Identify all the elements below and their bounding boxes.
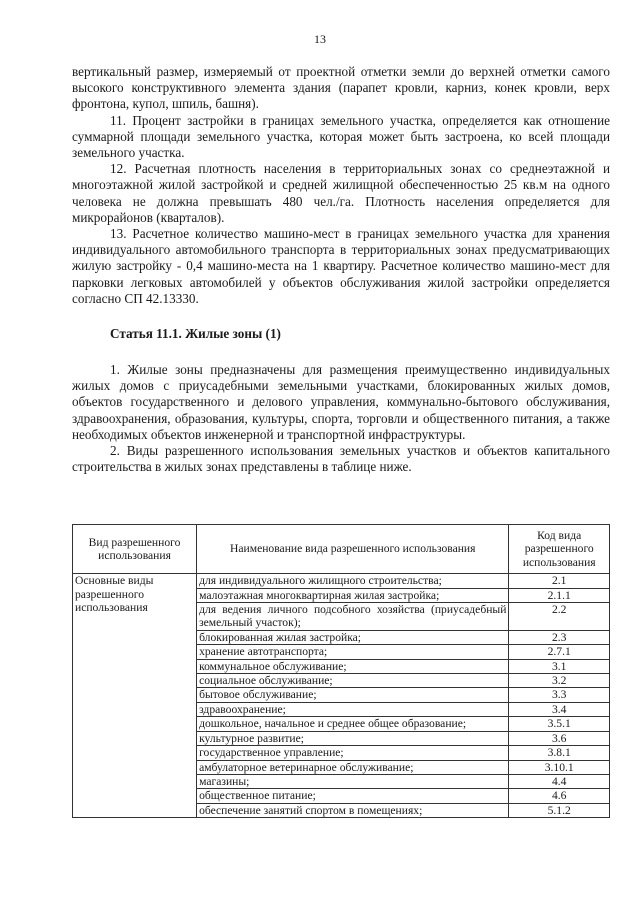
paragraph-12: 12. Расчетная плотность населения в территориальных зонах со среднеэтажной и многоэтажной жилой застройкой и средней жилищной обеспеченностью 25 кв.м на одного человека не должна превышать 480 чел./га. Плотность населения определяется для микрорайонов (кварталов). — [72, 161, 610, 225]
paragraph-11: 11. Процент застройки в границах земельного участка, определяется как отношение суммарной площади земельного участка, которая может быть застроена, ко всей площади земельного участка. — [72, 112, 610, 161]
use-name-cell: хранение автотранспорта; — [197, 645, 509, 659]
use-name-cell: коммунальное обслуживание; — [197, 659, 509, 673]
page-number: 13 — [314, 32, 326, 46]
use-code-cell: 2.3 — [509, 630, 610, 644]
use-code-cell: 2.2 — [509, 603, 610, 631]
use-code-cell: 2.1 — [509, 574, 610, 588]
use-name-cell: культурное развитие; — [197, 731, 509, 745]
header-type: Вид разрешенного использования — [73, 525, 197, 574]
paragraph-zone-2: 2. Виды разрешенного использования земельных участков и объектов капитального строительства в жилых зонах представлены в таблице ниже. — [72, 443, 610, 475]
use-code-cell: 3.3 — [509, 688, 610, 702]
use-name-cell: обеспечение занятий спортом в помещениях; — [197, 803, 509, 817]
use-code-cell: 3.5.1 — [509, 717, 610, 731]
use-code-cell: 3.10.1 — [509, 760, 610, 774]
use-name-cell: дошкольное, начальное и среднее общее образование; — [197, 717, 509, 731]
use-name-cell: магазины; — [197, 774, 509, 788]
use-name-cell: государственное управление; — [197, 746, 509, 760]
use-code-cell: 5.1.2 — [509, 803, 610, 817]
use-name-cell: амбулаторное ветеринарное обслуживание; — [197, 760, 509, 774]
header-name: Наименование вида разрешенного использования — [197, 525, 509, 574]
use-name-cell: для индивидуального жилищного строительства; — [197, 574, 509, 588]
table-row — [73, 574, 610, 588]
use-name-cell: для ведения личного подсобного хозяйства (приусадебный земельный участок); — [197, 603, 509, 631]
use-name-cell: социальное обслуживание; — [197, 674, 509, 688]
use-name-cell: общественное питание; — [197, 789, 509, 803]
table-header-row — [73, 525, 610, 574]
use-name-cell: здравоохранение; — [197, 702, 509, 716]
paragraph-zone-1: 1. Жилые зоны предназначены для размещения преимущественно индивидуальных жилых домов с приусадебными земельными участками, блокированных жилых домов, объектов государственного и делового управления, коммунально-бытового обслуживания, здравоохранения, образования, культуры, спорта, торговли и общественного питания, а также необходимых объектов инженерной и транспортной инфраструктуры. — [72, 362, 610, 442]
use-code-cell: 3.1 — [509, 659, 610, 673]
permitted-use-table — [72, 524, 610, 818]
paragraph-13: 13. Расчетное количество машино-мест в границах земельного участка для хранения индивидуального автомобильного транспорта в территориальных зонах предусматривающих жилую застройку - 0,4 машино-места на 1 квартиру. Расчетное количество машино-мест для парковки легковых автомобилей у объектов обслуживания жилой застройки определяется согласно СП 42.13330. — [72, 226, 610, 306]
table-body — [73, 574, 610, 818]
use-code-cell: 4.6 — [509, 789, 610, 803]
header-code: Код вида разрешенного использования — [509, 525, 610, 574]
category-cell: Основные виды разрешенного использования — [73, 574, 197, 818]
use-name-cell: бытовое обслуживание; — [197, 688, 509, 702]
use-code-cell: 3.2 — [509, 674, 610, 688]
use-code-cell: 3.4 — [509, 702, 610, 716]
paragraph-continuation: вертикальный размер, измеряемый от проектной отметки земли до верхней отметки самого высокого конструктивного элемента здания (парапет кровли, карниз, конек кровли, верх фронтона, купол, шпиль, башня). — [72, 64, 610, 112]
article-heading: Статья 11.1. Жилые зоны (1) — [110, 326, 281, 342]
use-name-cell: блокированная жилая застройка; — [197, 630, 509, 644]
use-name-cell: малоэтажная многоквартирная жилая застройка; — [197, 588, 509, 602]
use-code-cell: 3.8.1 — [509, 746, 610, 760]
document-body — [72, 64, 610, 475]
use-code-cell: 2.1.1 — [509, 588, 610, 602]
use-code-cell: 3.6 — [509, 731, 610, 745]
use-code-cell: 4.4 — [509, 774, 610, 788]
use-code-cell: 2.7.1 — [509, 645, 610, 659]
